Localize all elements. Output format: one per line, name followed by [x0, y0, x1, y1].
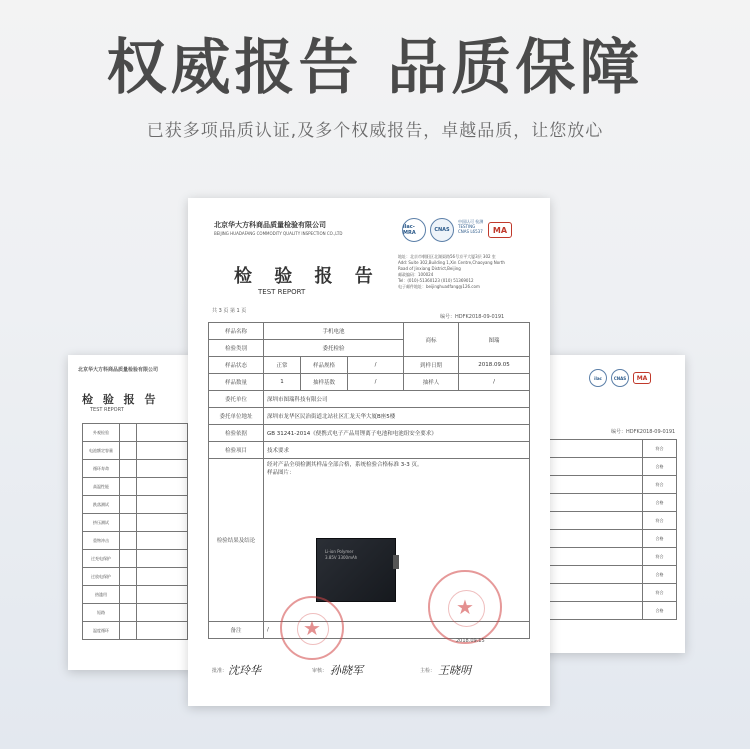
- cnas-logo-icon: CNAS: [430, 218, 454, 242]
- ilac-logo-icon: ilac-MRA: [402, 218, 426, 242]
- table-value: [137, 478, 188, 496]
- table-value: [120, 532, 137, 550]
- address-line: Tel：(010)-51360123 (010) 51369012: [398, 278, 474, 283]
- battery-sample-photo: [316, 538, 396, 602]
- table-value: [120, 460, 137, 478]
- table-row: [209, 391, 530, 408]
- table-result: 符合: [643, 440, 677, 458]
- cma-logo-icon: MA: [633, 372, 651, 384]
- reviewer-signature: 孙晓军: [330, 664, 363, 677]
- table-row: [83, 568, 188, 586]
- table-label: 抽样人: [404, 374, 459, 391]
- cnas-logo-icon: CNAS: [611, 369, 629, 387]
- right-cert-logos: [589, 369, 651, 387]
- report-page-main: [188, 198, 550, 706]
- table-value: [137, 550, 188, 568]
- table-value: 技术要求: [264, 442, 530, 459]
- table-result: 符合: [643, 584, 677, 602]
- report-title-en: TEST REPORT: [258, 288, 306, 296]
- table-label: 检验项目: [209, 442, 264, 459]
- table-row: [546, 530, 677, 548]
- table-value: [546, 476, 643, 494]
- table-label: 样品规格: [301, 357, 348, 374]
- table-value: 2018.09.05: [459, 357, 530, 374]
- sample-photo-label: 样品图片：: [267, 470, 295, 476]
- table-value: 手机电池: [264, 323, 404, 340]
- table-row: [83, 478, 188, 496]
- table-label: 抽样基数: [301, 374, 348, 391]
- table-label: 样品状态: [209, 357, 264, 374]
- table-result: 符合: [643, 512, 677, 530]
- cma-logo-icon: MA: [488, 222, 512, 238]
- cert-logos: [402, 218, 512, 242]
- table-value: [137, 586, 188, 604]
- inspection-stamp: [280, 596, 344, 660]
- table-value: [546, 530, 643, 548]
- table-value: [137, 622, 188, 640]
- table-value: [120, 568, 137, 586]
- table-row: [209, 374, 530, 391]
- table-value: [120, 604, 137, 622]
- ilac-logo-icon: ilac: [589, 369, 607, 387]
- table-value: 深圳市图瑞科技有限公司: [264, 391, 530, 408]
- table-label: 委托单位地址: [209, 408, 264, 425]
- table-label: 温度循环: [83, 622, 120, 640]
- official-seal-stamp: [428, 570, 502, 644]
- table-value: [120, 550, 137, 568]
- table-label: 样品名称: [209, 323, 264, 340]
- table-value: [137, 568, 188, 586]
- table-value: 委托检验: [264, 340, 404, 357]
- table-label: 跌落测试: [83, 496, 120, 514]
- table-label: 热滥用: [83, 586, 120, 604]
- table-label: 委托单位: [209, 391, 264, 408]
- table-value: [546, 584, 643, 602]
- table-value: [137, 604, 188, 622]
- page-headline: 权威报告 品质保障: [106, 33, 644, 103]
- table-value: [546, 566, 643, 584]
- table-row: [546, 602, 677, 620]
- table-row: [83, 532, 188, 550]
- table-row: [546, 476, 677, 494]
- editor-signature: 王晓明: [438, 664, 471, 677]
- table-row: [209, 357, 530, 374]
- battery-label: Li-ion Polymer 3.85V 3300mAh: [325, 549, 358, 560]
- table-result: 符合: [643, 548, 677, 566]
- table-result: 合格: [643, 602, 677, 620]
- table-result: 合格: [643, 458, 677, 476]
- table-label: 商标: [404, 323, 459, 357]
- battery-connector: [393, 555, 399, 569]
- table-value: [120, 496, 137, 514]
- table-value: 正常: [264, 357, 301, 374]
- table-value: [546, 512, 643, 530]
- table-row: [83, 622, 188, 640]
- report-page-left: [68, 355, 193, 670]
- conclusion-text: 经对产品全项检测其样品全部合格，系统检验合格标准 3-3 页。: [267, 462, 423, 468]
- table-row: [209, 425, 530, 442]
- page-info: 共 3 页 第 1 页: [212, 308, 247, 314]
- address-line: 邮政编码：100024: [398, 272, 434, 277]
- table-label: 过充电保护: [83, 550, 120, 568]
- approver-label: 批准：: [212, 668, 228, 674]
- table-value: 深圳市龙华区民治街道北站社区汇龙天华大厦B座5楼: [264, 408, 530, 425]
- table-row: [209, 323, 530, 340]
- report-page-right: [545, 355, 685, 653]
- editor-label: 主检：: [420, 668, 436, 674]
- table-value: /: [459, 374, 530, 391]
- table-value: [120, 622, 137, 640]
- table-row: [83, 442, 188, 460]
- left-report-table: [82, 423, 188, 640]
- table-label: 短路: [83, 604, 120, 622]
- table-label: 高温性能: [83, 478, 120, 496]
- table-value: /: [264, 622, 530, 639]
- table-label: 过放电保护: [83, 568, 120, 586]
- org-name: 北京华大方科商品质量检验有限公司: [214, 221, 326, 229]
- table-value: [546, 458, 643, 476]
- table-value: 1: [264, 374, 301, 391]
- table-label: 样品数量: [209, 374, 264, 391]
- table-row: [546, 512, 677, 530]
- conclusion-date: 2018.09.15: [456, 638, 485, 644]
- approver-signature: 沈玲华: [228, 664, 261, 677]
- table-row: [546, 584, 677, 602]
- table-value: [137, 496, 188, 514]
- table-value: /: [348, 357, 404, 374]
- table-row: [83, 496, 188, 514]
- table-value: [120, 514, 137, 532]
- table-row: [83, 550, 188, 568]
- table-value: [137, 532, 188, 550]
- table-label: 重物冲击: [83, 532, 120, 550]
- report-number: 编号：HDFK2018-09-0191: [440, 314, 505, 320]
- table-label: 挤压测试: [83, 514, 120, 532]
- address-line: 地址：北京市朝阳区北湖渠路56号京平大厦3层 302 室: [398, 254, 496, 259]
- table-label: 检验依据: [209, 425, 264, 442]
- left-org-name: 北京华大方科商品质量检验有限公司: [78, 367, 159, 373]
- table-row: [83, 604, 188, 622]
- stamp-star-icon: ★: [303, 616, 321, 640]
- page-subheadline: 已获多项品质认证,及多个权威报告，卓越品质，让您放心: [146, 121, 604, 141]
- cnas-testing-mark: 中国认可 检测 TESTING CNAS L6537: [458, 219, 484, 234]
- table-value: [137, 514, 188, 532]
- report-title: 检 验 报 告: [234, 266, 381, 287]
- table-row: [83, 586, 188, 604]
- table-value: [546, 602, 643, 620]
- table-row: [83, 424, 188, 442]
- table-row: [209, 408, 530, 425]
- table-row: [546, 440, 677, 458]
- table-row: [83, 460, 188, 478]
- table-row: [546, 566, 677, 584]
- left-report-title-en: TEST REPORT: [90, 407, 124, 413]
- table-label: 检验类别: [209, 340, 264, 357]
- table-value: [137, 460, 188, 478]
- address-line: Add: Suite 302,Building 1,Xin Centre,Chaoyang North: [398, 260, 505, 265]
- table-label: 外观检验: [83, 424, 120, 442]
- seal-star-icon: ★: [456, 595, 474, 619]
- table-value: [546, 548, 643, 566]
- table-value: GB 31241-2014《便携式电子产品用锂离子电池和电池组安全要求》: [264, 425, 530, 442]
- table-row: [546, 458, 677, 476]
- table-row: [209, 442, 530, 459]
- table-label: 电池额定容量: [83, 442, 120, 460]
- address-line: Road of Jinxiang District,Beijing: [398, 266, 461, 271]
- table-value: [546, 440, 643, 458]
- table-value: [120, 586, 137, 604]
- table-label: 到样日期: [404, 357, 459, 374]
- reviewer-label: 审核：: [312, 668, 328, 674]
- table-value: [137, 442, 188, 460]
- table-value: [120, 478, 137, 496]
- table-row: [546, 494, 677, 512]
- table-result: 符合: [643, 476, 677, 494]
- table-value: [120, 442, 137, 460]
- table-label: 循环寿命: [83, 460, 120, 478]
- org-name-en: BEIJING HUADAFANG COMMODITY QUALITY INSPECTION CO.,LTD: [214, 231, 343, 236]
- lab-address: [398, 254, 505, 290]
- table-result: 合格: [643, 530, 677, 548]
- address-line: 电子邮件地址：beijinghuadfang@126.com: [398, 284, 480, 289]
- table-value: 图瑞: [459, 323, 530, 357]
- table-value: /: [348, 374, 404, 391]
- table-label: 检验结果及结论: [209, 459, 264, 622]
- right-report-table: [545, 439, 677, 620]
- table-row: [546, 548, 677, 566]
- table-result: 合格: [643, 494, 677, 512]
- table-row: [83, 514, 188, 532]
- right-report-no: 编号：HDFK2018-09-0191: [611, 429, 676, 435]
- table-value: [546, 494, 643, 512]
- table-value: [137, 424, 188, 442]
- table-value: [120, 424, 137, 442]
- table-label: 备注: [209, 622, 264, 639]
- table-result: 合格: [643, 566, 677, 584]
- left-report-title: 检 验 报 告: [82, 393, 159, 406]
